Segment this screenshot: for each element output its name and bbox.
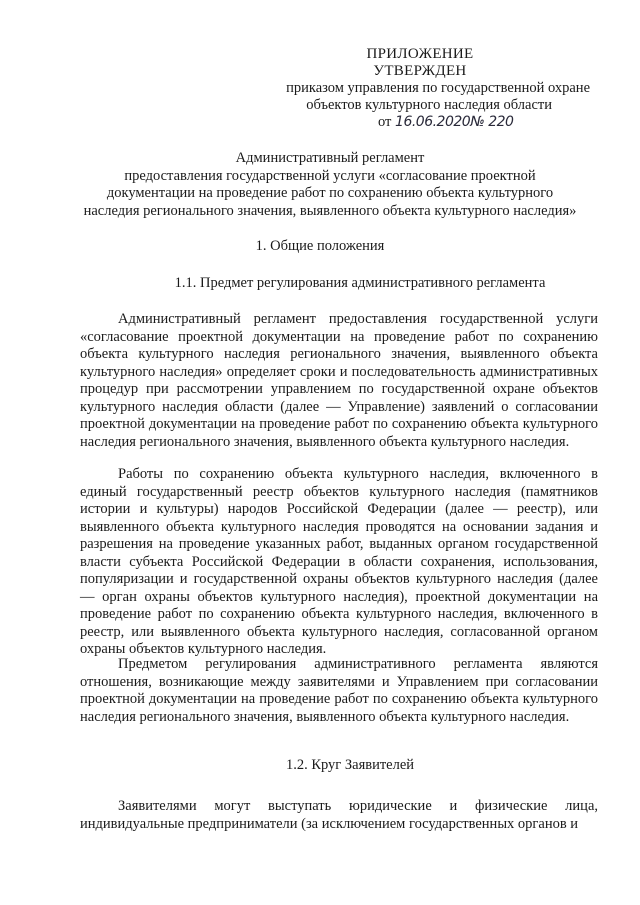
header-order-line: приказом управления по государственной охране (286, 80, 590, 96)
section-heading-1-2: 1.2. Круг Заявителей (285, 757, 415, 773)
title-line-2: предоставления государственной услуги «согласование проектной (124, 167, 536, 184)
document-title (70, 150, 590, 220)
paragraph-1-text: Административный регламент предоставления государственной услуги «согласование проектной документации на проведение работ по сохранению объекта культурного наследия регионального значения, выявленного объекта культурного наследия» определяет сроки и последовательность административных процедур при рассмотрении управлением по государственной охране объектов культурного наследия области (далее — Управление) заявлений о согласовании проектной документации на проведение работ по сохранению объекта культурного наследия регионального значения, выявленного объекта культурного наследия. (80, 311, 598, 450)
paragraph-3-text: Предметом регулирования административного регламента являются отношения, возникающие между заявителями и Управлением при согласовании проектной документации на проведение работ по сохранению объекта культурного наследия регионального значения, выявленного объекта культурного наследия. (80, 656, 598, 725)
date-prefix: от (378, 114, 392, 130)
paragraph-2-text: Работы по сохранению объекта культурного наследия, включенного в единый государственный реестр объектов культурного наследия (памятников истории и культуры) народов Российской Федерации (далее — реестр), или выявленного объекта культурного наследия проводятся на основании задания и разрешения на проведение указанных работ, выданных органом государственной власти субъекта Российской Федерации в области сохранения, использования, популяризации и государственной охраны объектов культурного наследия (далее — орган охраны объектов культурного наследия), проектной документации на проведение работ по сохранению объекта культурного наследия, включенного в реестр, или выявленного объекта культурного наследия, согласованной органом охраны объектов культурного наследия. (80, 466, 598, 657)
paragraph-1 (80, 311, 598, 451)
header-approved: УТВЕРЖДЕН (373, 63, 467, 79)
title-line-4: наследия регионального значения, выявленного объекта культурного наследия» (83, 202, 577, 219)
title-line-3: документации на проведение работ по сохранению объекта культурного (106, 185, 554, 201)
section-heading-1: 1. Общие положения (255, 238, 385, 254)
header-authority-line: объектов культурного наследия области (306, 97, 552, 113)
paragraph-3 (80, 656, 598, 726)
title-line-1: Административный регламент (235, 150, 425, 166)
paragraph-4-text: Заявителями могут выступать юридические и физические лица, индивидуальные предприниматели (за исключением государственных органов и (80, 798, 598, 832)
paragraph-2 (80, 466, 598, 659)
paragraph-4 (80, 798, 598, 833)
approval-date-line (378, 114, 513, 131)
approval-header (250, 46, 590, 114)
section-heading-1-1: 1.1. Предмет регулирования административного регламента (174, 275, 546, 291)
handwritten-date-number: 16.06.2020№ 220 (395, 114, 514, 130)
header-appendix: ПРИЛОЖЕНИЕ (366, 46, 474, 62)
